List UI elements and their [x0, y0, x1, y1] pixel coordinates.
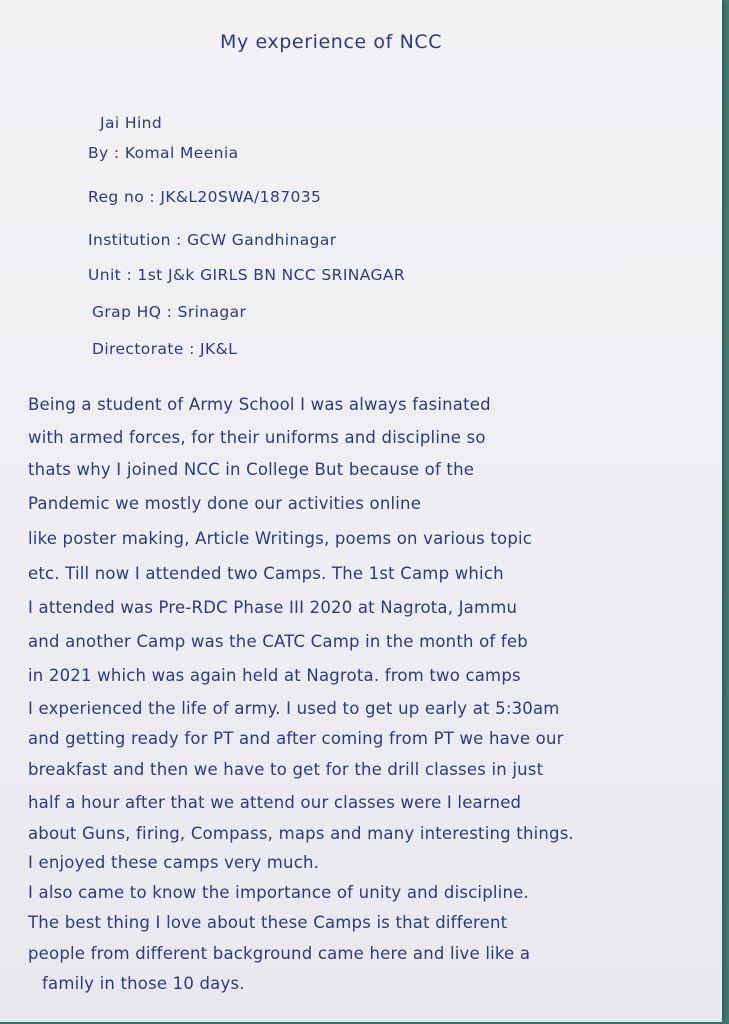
- body-line-3: thats why I joined NCC in College But because of the: [28, 460, 475, 479]
- body-line-8: and another Camp was the CATC Camp in the month of feb: [28, 632, 528, 651]
- body-line-12: breakfast and then we have to get for the drill classes in just: [28, 760, 544, 779]
- body-line-16: I also came to know the importance of unity and discipline.: [28, 883, 529, 902]
- body-line-10: I experienced the life of army. I used to get up early at 5:30am: [28, 699, 560, 718]
- body-line-13: half a hour after that we attend our classes were I learned: [28, 793, 522, 812]
- body-line-1: Being a student of Army School I was always fasinated: [28, 395, 491, 414]
- body-line-19: family in those 10 days.: [42, 974, 245, 993]
- body-line-5: like poster making, Article Writings, poems on various topic: [28, 529, 533, 548]
- page-title: My experience of NCC: [220, 31, 443, 53]
- body-line-7: I attended was Pre-RDC Phase III 2020 at Nagrota, Jammu: [28, 598, 518, 617]
- registration-line: Reg no : JK&L20SWA/187035: [88, 188, 322, 206]
- institution-line: Institution : GCW Gandhinagar: [88, 231, 337, 249]
- author-line: By : Komal Meenia: [88, 144, 239, 162]
- group-hq-line: Grap HQ : Srinagar: [92, 303, 247, 321]
- body-line-17: The best thing I love about these Camps is that different: [28, 913, 508, 932]
- directorate-line: Directorate : JK&L: [92, 340, 238, 358]
- body-line-6: etc. Till now I attended two Camps. The 1st Camp which: [28, 564, 504, 583]
- body-line-11: and getting ready for PT and after coming from PT we have our: [28, 729, 564, 748]
- body-line-14: about Guns, firing, Compass, maps and many interesting things.: [28, 824, 574, 843]
- body-line-2: with armed forces, for their uniforms and discipline so: [28, 428, 486, 447]
- unit-line: Unit : 1st J&k GIRLS BN NCC SRINAGAR: [88, 266, 406, 284]
- body-line-18: people from different background came here and live like a: [28, 944, 531, 963]
- body-line-15: I enjoyed these camps very much.: [28, 853, 320, 872]
- body-line-9: in 2021 which was again held at Nagrota. from two camps: [28, 666, 521, 685]
- greeting-line: Jai Hind: [100, 114, 163, 132]
- body-line-4: Pandemic we mostly done our activities online: [28, 494, 422, 513]
